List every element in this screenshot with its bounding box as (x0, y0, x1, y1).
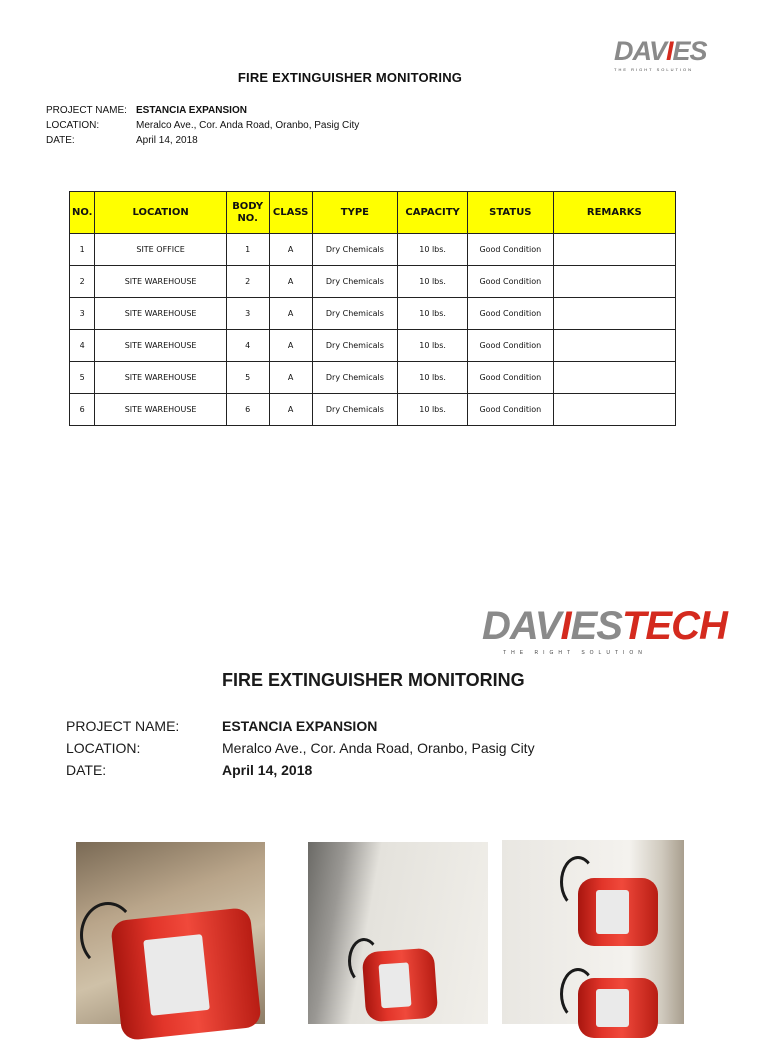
cell-type: Dry Chemicals (312, 330, 398, 362)
cell-status: Good Condition (468, 362, 554, 394)
cell-type: Dry Chemicals (312, 394, 398, 426)
project-name-value-copy: ESTANCIA EXPANSION (222, 718, 378, 734)
cell-location: SITE OFFICE (95, 234, 226, 266)
cell-class: A (269, 234, 312, 266)
cell-status: Good Condition (468, 266, 554, 298)
cell-capacity: 10 lbs. (398, 234, 468, 266)
project-name-label: PROJECT NAME: (46, 105, 127, 116)
project-info (46, 103, 359, 148)
cell-status: Good Condition (468, 394, 554, 426)
cell-status: Good Condition (468, 330, 554, 362)
project-name-value: ESTANCIA EXPANSION (136, 105, 247, 116)
header-location: LOCATION (95, 192, 226, 234)
monitoring-table (69, 191, 676, 426)
logo-large-tagline: THE RIGHT SOLUTION (503, 650, 647, 656)
cell-body-no: 5 (226, 362, 269, 394)
table-row (70, 266, 676, 298)
cell-location: SITE WAREHOUSE (95, 330, 226, 362)
header-status: STATUS (468, 192, 554, 234)
cell-body-no: 6 (226, 394, 269, 426)
cell-type: Dry Chemicals (312, 266, 398, 298)
cell-capacity: 10 lbs. (398, 330, 468, 362)
table-row (70, 330, 676, 362)
table-row (70, 234, 676, 266)
logo-large-text-gray: DAV (482, 604, 561, 648)
cell-no: 1 (70, 234, 95, 266)
location-value-copy: Meralco Ave., Cor. Anda Road, Oranbo, Pasig City (222, 740, 535, 756)
cell-capacity: 10 lbs. (398, 362, 468, 394)
logo-text-red-mark: I (666, 36, 673, 66)
table-row (70, 362, 676, 394)
cell-status: Good Condition (468, 234, 554, 266)
cell-capacity: 10 lbs. (398, 266, 468, 298)
cell-body-no: 2 (226, 266, 269, 298)
cell-type: Dry Chemicals (312, 298, 398, 330)
cell-class: A (269, 394, 312, 426)
table-row (70, 298, 676, 330)
logo-large-text-red-mark: I (560, 604, 571, 648)
date-label: DATE: (46, 135, 75, 146)
cell-type: Dry Chemicals (312, 362, 398, 394)
location-label: LOCATION: (46, 120, 100, 131)
cell-no: 6 (70, 394, 95, 426)
company-logo (614, 36, 707, 67)
header-class: CLASS (269, 192, 312, 234)
extinguisher-photo-2 (308, 842, 488, 1024)
cell-capacity: 10 lbs. (398, 394, 468, 426)
document-title-copy: FIRE EXTINGUISHER MONITORING (222, 670, 525, 690)
table-header-row (70, 192, 676, 234)
cell-remarks (553, 330, 675, 362)
cell-location: SITE WAREHOUSE (95, 362, 226, 394)
logo-large-text-red: TECH (621, 604, 727, 648)
date-value-copy: April 14, 2018 (222, 762, 313, 778)
company-logo-large (482, 604, 727, 649)
header-capacity: CAPACITY (398, 192, 468, 234)
cell-no: 3 (70, 298, 95, 330)
table-row (70, 394, 676, 426)
cell-type: Dry Chemicals (312, 234, 398, 266)
cell-body-no: 3 (226, 298, 269, 330)
cell-class: A (269, 330, 312, 362)
cell-class: A (269, 266, 312, 298)
cell-body-no: 4 (226, 330, 269, 362)
project-name-label-copy: PROJECT NAME: (66, 718, 180, 734)
cell-remarks (553, 394, 675, 426)
cell-status: Good Condition (468, 298, 554, 330)
logo-text-gray: DAV (614, 36, 667, 66)
cell-no: 5 (70, 362, 95, 394)
cell-no: 4 (70, 330, 95, 362)
cell-remarks (553, 266, 675, 298)
cell-remarks (553, 234, 675, 266)
cell-class: A (269, 362, 312, 394)
logo-tagline: THE RIGHT SOLUTION (614, 67, 694, 72)
cell-location: SITE WAREHOUSE (95, 298, 226, 330)
location-value: Meralco Ave., Cor. Anda Road, Oranbo, Pasig City (136, 120, 360, 131)
cell-remarks (553, 362, 675, 394)
logo-large-text-gray2: ES (570, 604, 622, 648)
header-body-no: BODY NO. (226, 192, 269, 234)
project-info-copy (66, 715, 535, 781)
header-no: NO. (70, 192, 95, 234)
date-value: April 14, 2018 (136, 135, 198, 146)
location-label-copy: LOCATION: (66, 740, 141, 756)
header-remarks: REMARKS (553, 192, 675, 234)
cell-body-no: 1 (226, 234, 269, 266)
logo-text-gray2: ES (672, 36, 707, 66)
cell-no: 2 (70, 266, 95, 298)
cell-remarks (553, 298, 675, 330)
header-type: TYPE (312, 192, 398, 234)
cell-capacity: 10 lbs. (398, 298, 468, 330)
date-label-copy: DATE: (66, 762, 107, 778)
cell-location: SITE WAREHOUSE (95, 394, 226, 426)
cell-location: SITE WAREHOUSE (95, 266, 226, 298)
document-title: FIRE EXTINGUISHER MONITORING (237, 70, 463, 85)
extinguisher-photo-3 (502, 840, 684, 1024)
extinguisher-photo-1 (76, 842, 265, 1024)
cell-class: A (269, 298, 312, 330)
